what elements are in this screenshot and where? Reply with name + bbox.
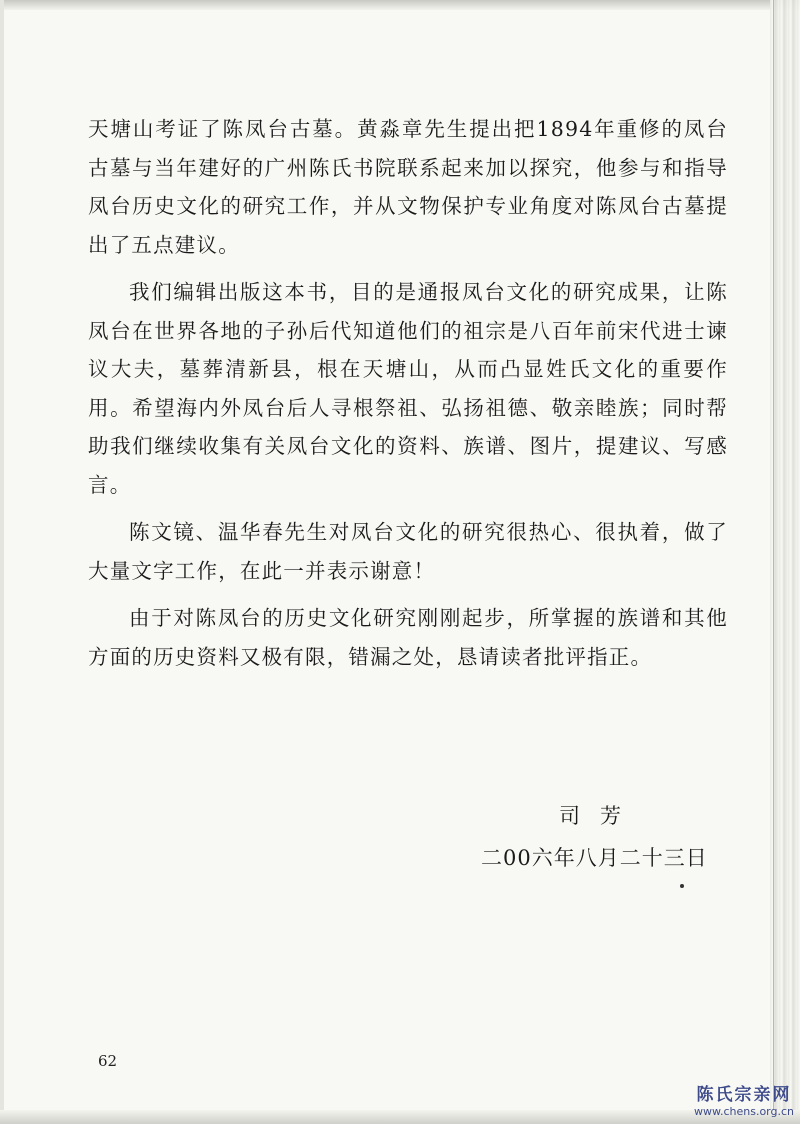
watermark-url: www.chens.org.cn <box>693 1105 795 1118</box>
scan-edge-line <box>773 0 774 1124</box>
paragraph-3: 陈文镜、温华春先生对凤台文化的研究很热心、很执着，做了大量文字工作，在此一并表示谢意！ <box>88 520 728 583</box>
signature-date: 二00六年八月二十三日 <box>481 846 708 870</box>
watermark-title: 陈氏宗亲网 <box>696 1085 792 1105</box>
ink-speck <box>680 884 684 888</box>
scan-edge-top <box>0 0 800 10</box>
scan-edge-right <box>770 0 800 1124</box>
paragraph-2: 我们编辑出版这本书，目的是通报凤台文化的研究成果，让陈凤台在世界各地的子孙后代知道他们的祖宗是八百年前宋代进士谏议大夫，墓葬清新县，根在天塘山，从而凸显姓氏文化的重要作用。希望海内外凤台后人寻根祭祖、弘扬祖德、敬亲睦族；同时帮助我们继续收集有关凤台文化的资料、族谱、图片，提建议、写感言。 <box>88 280 728 497</box>
paragraph-4: 由于对陈凤台的历史文化研究刚刚起步，所掌握的族谱和其他方面的历史资料又极有限，错漏之处，恳请读者批评指正。 <box>88 606 728 669</box>
scan-edge-bottom <box>0 1110 800 1124</box>
page-number: 62 <box>98 1052 118 1070</box>
body-text <box>88 110 728 685</box>
signature-author: 司芳 <box>559 804 641 828</box>
site-watermark <box>692 1085 796 1118</box>
paragraph-1: 天塘山考证了陈凤台古墓。黄淼章先生提出把1894年重修的凤台古墓与当年建好的广州陈氏书院联系起来加以探究，他参与和指导凤台历史文化的研究工作，并从文物保护专业角度对陈凤台古墓提出了五点建议。 <box>88 117 728 257</box>
scan-edge-left <box>0 0 4 1124</box>
